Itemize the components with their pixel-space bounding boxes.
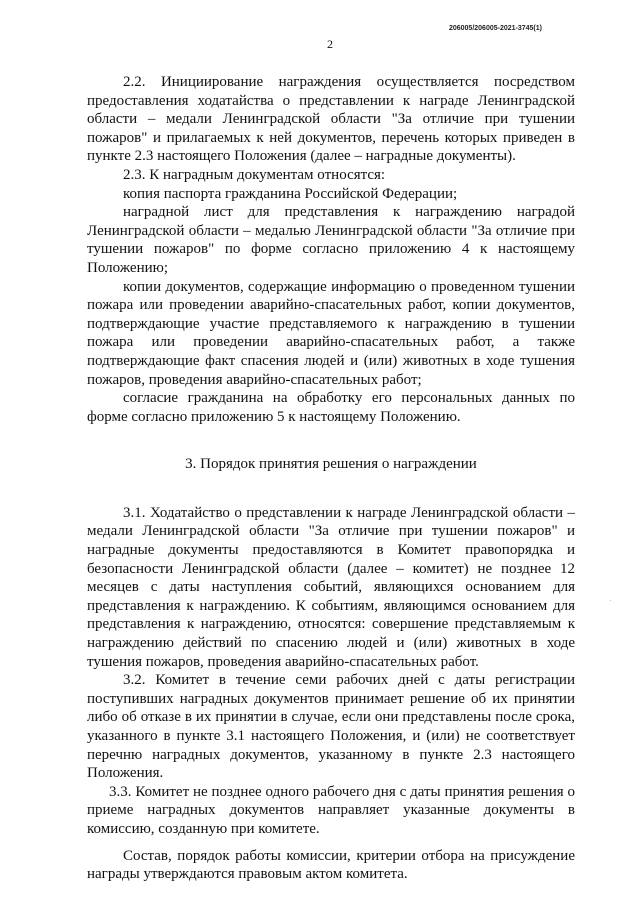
document-body [87,73,575,884]
paragraph-2-2: 2.2. Инициирование награждения осуществляется посредством предоставления ходатайства о представлении к награде Ленинградской области – медали Ленинградской области "За отличие при тушении пожаров" и прилагаемых к ней документов, перечень которых приведен в пункте 2.3 настоящего Положения (далее – наградные документы). [87,74,575,165]
list-item-consent: согласие гражданина на обработку его персональных данных по форме согласно приложению 5 к настоящему Положению. [87,390,575,425]
paragraph-final: Состав, порядок работы комиссии, критерии отбора на присуждение награды утверждаются правовым актом комитета. [87,847,575,883]
page-number: 2 [327,37,333,51]
document-id: 206005/206005-2021-3745(1) [448,25,542,32]
paragraph-2-3: 2.3. К наградным документам относятся: [123,166,386,183]
paragraph-3-3: 3.3. Комитет не позднее одного рабочего дня с даты принятия решения о приеме наградных документов направляет указанные документы в комиссию, созданную при комитете. [87,783,575,837]
list-item-award-sheet: наградной лист для представления к награждению наградой Ленинградской области – медалью Ленинградской области "За отличие при тушении пожаров" по форме согласно приложению 4 к настоящему Положению; [87,204,575,276]
section-heading: 3. Порядок принятия решения о награждении [185,456,477,473]
list-item-passport: копия паспорта гражданина Российской Федерации; [123,185,458,202]
paragraph-3-2: 3.2. Комитет в течение семи рабочих дней с даты регистрации поступивших наградных документов принимает решение об их принятии либо об отказе в их принятии в случае, если они представлены после срока, указанного в пункте 3.1 настоящего Положения, и (или) не соответствует перечню наградных документов, указанному в пункте 2.3 настоящего Положения. [87,672,575,782]
paragraph-3-1: 3.1. Ходатайство о представлении к награде Ленинградской области – медали Ленинградской области "За отличие при тушении пожаров" и наградные документы предоставляются в Комитет правопорядка и безопасности Ленинградской области (далее – комитет) не позднее 12 месяцев с даты наступления событий, являющихся основанием для представления к награждению. К событиям, являющимся основанием для представления к награждению, относятся: совершение представляемым к награждению действий по спасению людей и (или) животных в ходе тушения пожаров, проведения аварийно-спасательных работ. [87,504,575,670]
scan-speck [610,600,611,601]
list-item-documents: копии документов, содержащие информацию о проведенном тушении пожара или проведении аварийно-спасательных работ, копии документов, подтверждающие участие представляемого к награждению в тушении пожара или проведении аварийно-спасательных работ, а также подтверждающие факт спасения людей и (или) животных в ходе тушения пожаров, проведения аварийно-спасательных работ; [87,278,575,388]
